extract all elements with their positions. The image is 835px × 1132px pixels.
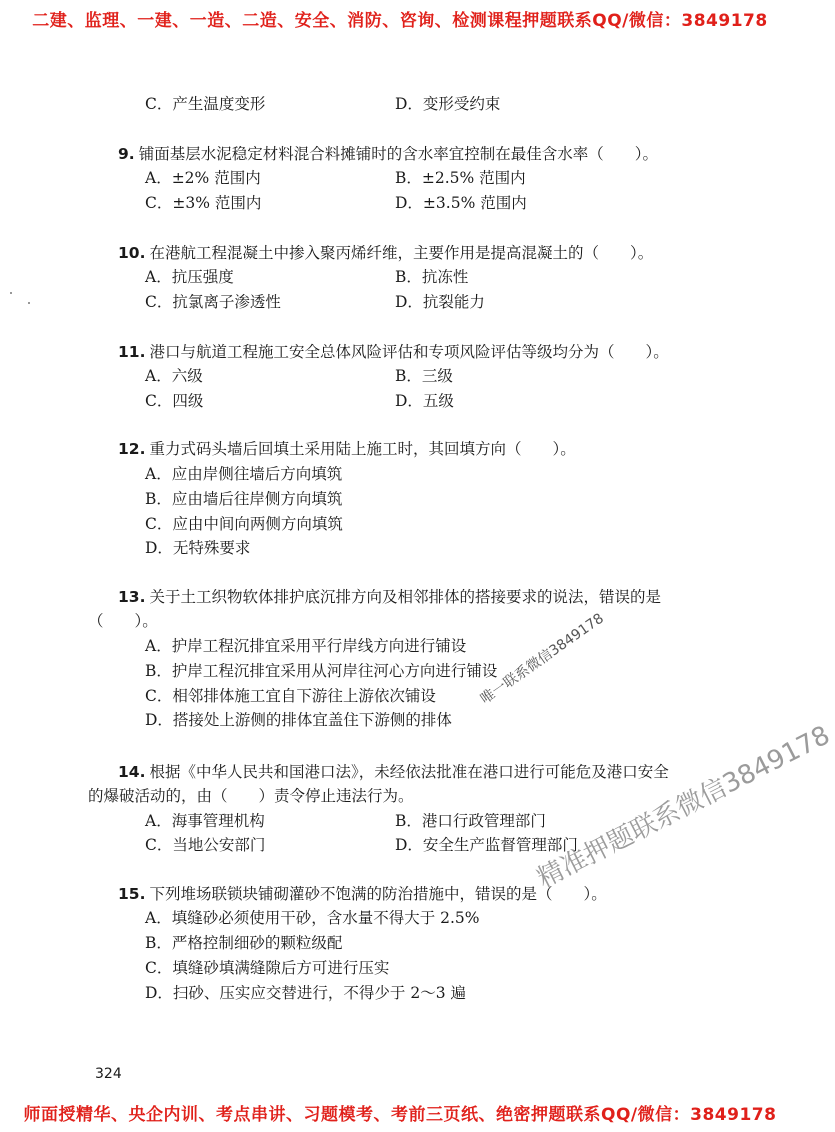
question-13 <box>118 587 661 607</box>
option-c: C．当地公安部门 <box>145 836 266 854</box>
option-b: B．应由墙后往岸侧方向填筑 <box>145 490 343 508</box>
option-c: C．抗氯离子渗透性 <box>145 293 281 311</box>
option-d: D．无特殊要求 <box>145 539 251 557</box>
scan-speck <box>28 302 30 304</box>
question-text: 港口与航道工程施工安全总体风险评估和专项风险评估等级均分为（ ）。 <box>149 343 669 361</box>
question-10 <box>118 243 653 263</box>
prev-option-d: D．变形受约束 <box>395 95 501 113</box>
option-b: B．护岸工程沉排宜采用从河岸往河心方向进行铺设 <box>145 662 498 680</box>
question-12 <box>118 439 576 459</box>
option-a: A．护岸工程沉排宜采用平行岸线方向进行铺设 <box>145 637 467 655</box>
option-b: B．港口行政管理部门 <box>395 812 546 830</box>
question-text: 下列堆场联锁块铺砌灌砂不饱满的防治措施中，错误的是（ ）。 <box>149 885 607 903</box>
option-c: C．应由中间向两侧方向填筑 <box>145 515 343 533</box>
option-b: B．三级 <box>395 367 453 385</box>
option-d: D．抗裂能力 <box>395 293 485 311</box>
option-b: B．±2.5% 范围内 <box>395 169 526 187</box>
option-d: D．五级 <box>395 392 454 410</box>
question-text: 关于土工织物软体排护底沉排方向及相邻排体的搭接要求的说法，错误的是 <box>149 588 661 606</box>
question-number: 12. <box>118 440 146 458</box>
option-a: A．应由岸侧往墙后方向填筑 <box>145 465 343 483</box>
option-b: B．抗冻性 <box>395 268 469 286</box>
question-11 <box>118 342 669 362</box>
page-number: 324 <box>95 1066 122 1082</box>
option-a: A．填缝砂必须使用干砂，含水量不得大于 2.5% <box>145 909 480 927</box>
option-a: A．海事管理机构 <box>145 812 265 830</box>
option-d: D．±3.5% 范围内 <box>395 194 527 212</box>
option-d: D．安全生产监督管理部门 <box>395 836 578 854</box>
scan-speck <box>10 292 12 294</box>
question-text: 铺面基层水泥稳定材料混合料摊铺时的含水率宜控制在最佳含水率（ ）。 <box>138 145 658 163</box>
option-b: B．严格控制细砂的颗粒级配 <box>145 934 343 952</box>
prev-option-c: C．产生温度变形 <box>145 95 266 113</box>
top-ad-banner: 二建、监理、一建、一造、二造、安全、消防、咨询、检测课程押题联系QQ/微信：3849178 <box>32 11 768 31</box>
question-14 <box>118 762 669 782</box>
watermark-small: 唯一联系微信3849178 <box>477 610 607 708</box>
question-15 <box>118 884 607 904</box>
option-c: C．相邻排体施工宜自下游往上游依次铺设 <box>145 687 436 705</box>
option-a: A．±2% 范围内 <box>145 169 261 187</box>
watermark-large: 精准押题联系微信3849178 <box>532 720 835 895</box>
question-9 <box>118 144 658 164</box>
question-text: 在港航工程混凝土中掺入聚丙烯纤维，主要作用是提高混凝土的（ ）。 <box>149 244 654 262</box>
question-number: 9. <box>118 145 135 163</box>
question-number: 13. <box>118 588 146 606</box>
question-13-continuation: （ ）。 <box>88 612 158 630</box>
option-a: A．六级 <box>145 367 203 385</box>
question-text: 重力式码头墙后回填土采用陆上施工时，其回填方向（ ）。 <box>149 440 576 458</box>
option-d: D．扫砂、压实应交替进行，不得少于 2～3 遍 <box>145 984 467 1002</box>
option-a: A．抗压强度 <box>145 268 234 286</box>
option-c: C．±3% 范围内 <box>145 194 262 212</box>
question-number: 15. <box>118 885 146 903</box>
question-text: 根据《中华人民共和国港口法》，未经依法批准在港口进行可能危及港口安全 <box>149 763 669 781</box>
question-14-continuation: 的爆破活动的，由（ ）责令停止违法行为。 <box>88 787 414 805</box>
option-c: C．填缝砂填满缝隙后方可进行压实 <box>145 959 390 977</box>
question-number: 14. <box>118 763 146 781</box>
option-c: C．四级 <box>145 392 204 410</box>
bottom-ad-banner: 师面授精华、央企内训、考点串讲、习题模考、考前三页纸、绝密押题联系QQ/微信：3849178 <box>23 1105 777 1125</box>
question-number: 10. <box>118 244 146 262</box>
question-number: 11. <box>118 343 146 361</box>
option-d: D．搭接处上游侧的排体宜盖住下游侧的排体 <box>145 711 452 729</box>
